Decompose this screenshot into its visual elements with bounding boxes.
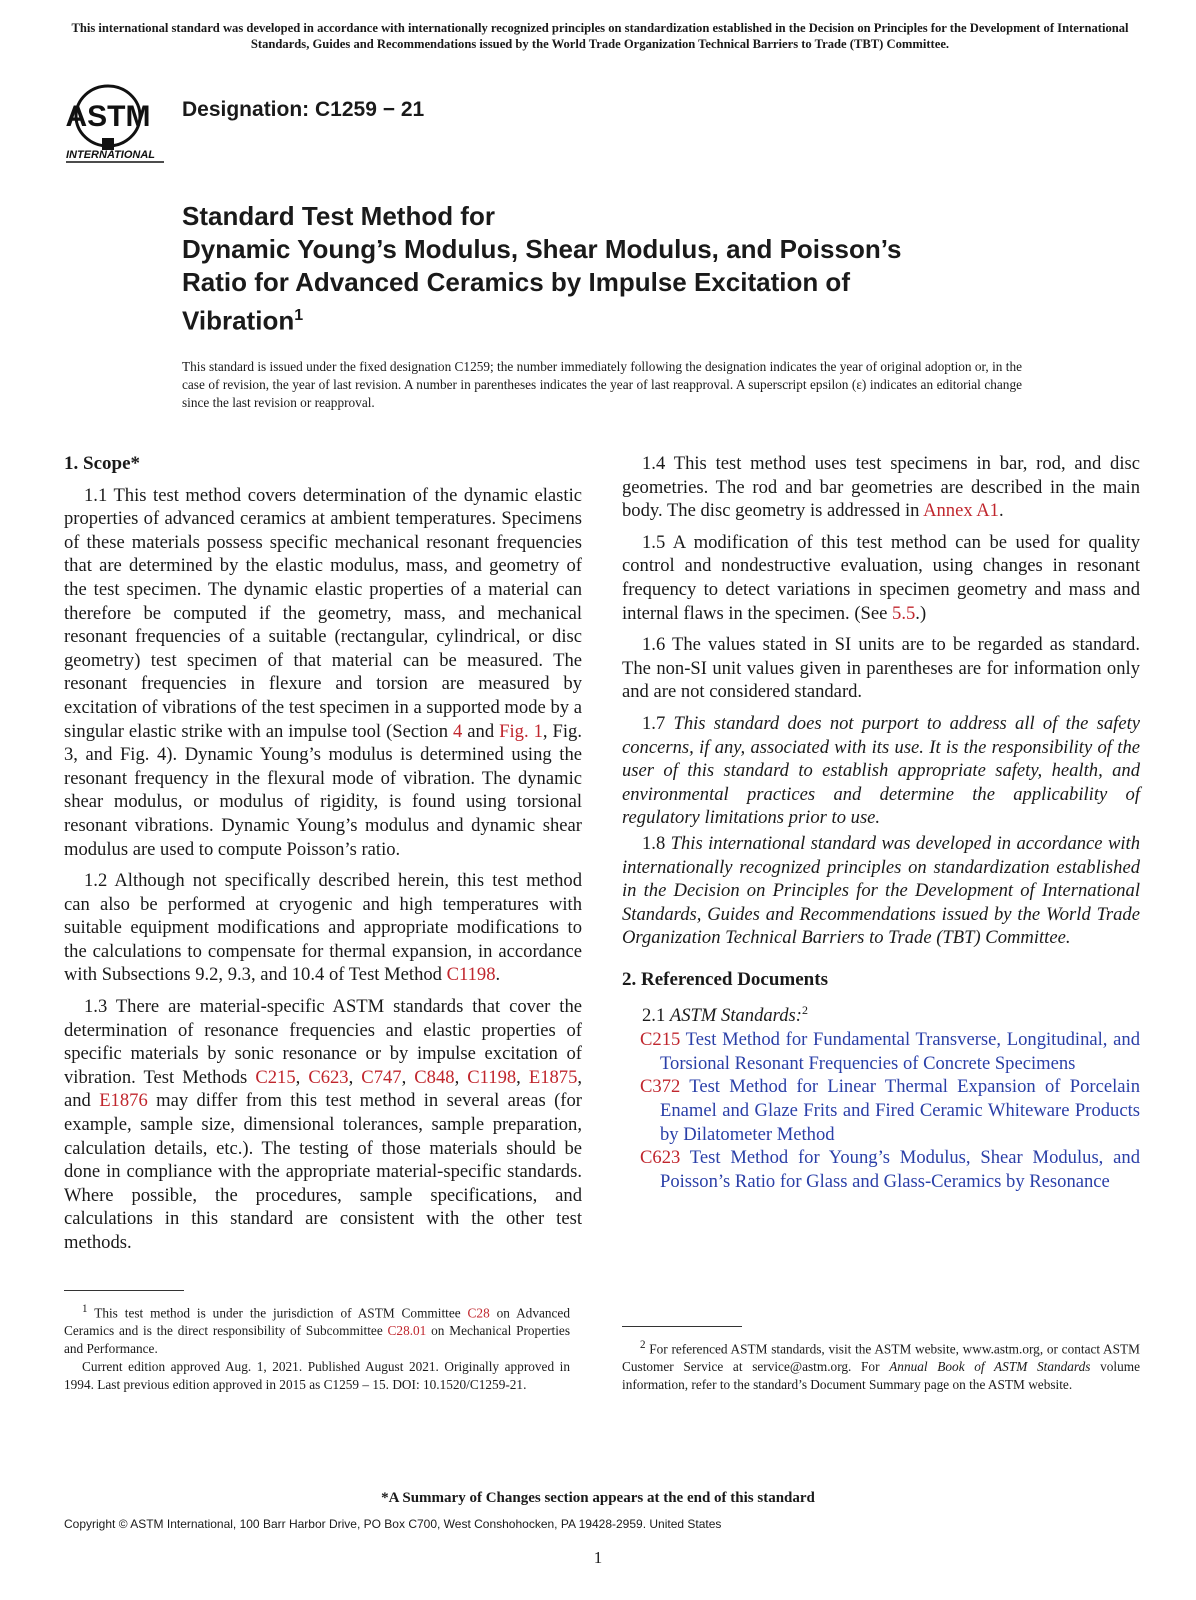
footnote-rule-right xyxy=(622,1326,742,1327)
link-c215[interactable]: C215 xyxy=(255,1066,296,1088)
scope-heading: 1. Scope* xyxy=(64,453,140,474)
link-fig-1[interactable]: Fig. 1 xyxy=(499,720,543,742)
link-5-5[interactable]: 5.5 xyxy=(892,602,916,624)
referenced-documents-heading: 2. Referenced Documents xyxy=(622,968,828,990)
paragraph-1-1: 1.1 This test method covers determination of the dynamic elastic properties of advanced ceramics at ambient temperatures. Specimens of these materials possess specific mechanical resonant frequencies that are determined by the elastic modulus, mass, and geometry of the test specimen. The dynamic elastic properties of a material can therefore be computed if the geometry, mass, and mechanical resonant frequencies of a suitable (rectangular, cylindrical, or disc geometry) test specimen of that material can be measured. The resonant frequencies in flexure and torsion are measured by excitation of vibrations of the test specimen in a supported mode by a singular elastic strike with an impulse tool (Section 4 and Fig. 1, Fig. 3, and Fig. 4). Dynamic Young’s modulus is determined using the resonant frequency in the flexural mode of vibration. The dynamic shear modulus, or modulus of rigidity, is found using torsional resonant vibrations. Dynamic Young’s modulus and dynamic shear modulus are used to compute Poisson’s ratio. xyxy=(64,484,582,860)
wto-notice: This international standard was developed in accordance with internationally recognized principles on standardization established in the Decision on Principles for the Development of International Standards, Guides and Recommendations issued by the World Trade Organization Technical Barriers to Trade (TBT) Committee. xyxy=(71,21,1129,51)
link-c1198-b[interactable]: C1198 xyxy=(467,1066,517,1088)
link-e1876[interactable]: E1876 xyxy=(99,1090,148,1112)
link-annex-a1[interactable]: Annex A1 xyxy=(923,500,999,522)
paragraph-1-8: 1.8 This international standard was developed in accordance with internationally recognized principles on standardization established in the Decision on Principles for the Development of International Standards, Guides and Recommendations issued by the World Trade Organization Technical Barriers to Trade (TBT) Committee. xyxy=(622,832,1141,949)
document-title xyxy=(182,200,1042,338)
logo-subtext: INTERNATIONAL xyxy=(66,149,156,161)
paragraph-1-2: 1.2 Although not specifically described herein, this test method can also be performed at cryogenic and high temperatures with suitable equipment modifications and appropriate modifications to the calculations to compensate for thermal expansion, in accordance with Subsections 9.2, 9.3, and 10.4 of Test Method C1198. xyxy=(64,870,582,986)
title-line-3: Ratio for Advanced Ceramics by Impulse Excitation of xyxy=(182,267,850,297)
designation: Designation: C1259 − 21 xyxy=(182,98,425,121)
astm-logo xyxy=(64,82,174,168)
page-number: 1 xyxy=(593,1548,603,1567)
paragraph-1-5: 1.5 A modification of this test method can be used for quality control and nondestructive evaluation, using changes in resonant frequency to detect variations in specimen geometry and mass and internal flaws in the specimen. (See 5.5.) xyxy=(622,531,1140,624)
paragraph-1-6: 1.6 The values stated in SI units are to be regarded as standard. The non-SI unit values given in parentheses are for information only and are not considered standard. xyxy=(622,634,1140,703)
reference-item[interactable]: C623 Test Method for Young’s Modulus, Shear Modulus, and Poisson’s Ratio for Glass and Glass-Ceramics by Resonance xyxy=(640,1147,1140,1192)
issue-note: This standard is issued under the fixed designation C1259; the number immediately following the designation indicates the year of original adoption or, in the case of revision, the year of last revision. A number in parentheses indicates the year of last reapproval. A superscript epsilon (ε) indicates an editorial change since the last revision or reapproval. xyxy=(182,359,1022,410)
paragraph-1-4: 1.4 This test method uses test specimens in bar, rod, and disc geometries. The rod and bar geometries are described in the main body. The disc geometry is addressed in Annex A1. xyxy=(622,453,1140,522)
summary-of-changes-note: *A Summary of Changes section appears at the end of this standard xyxy=(381,1490,815,1506)
footnote-1: $^1$ This test method is under the jurisdiction of ASTM Committee C28 on Advanced Ceramics and is the direct responsibility of Subcommittee C28.01 on Mechanical Properties and Performance. Current edition approved Aug. 1, 2021. Published August 2021. Originally approved in 1994. Last previous edition approved in 2015 as C1259 – 15. DOI: 10.1520/C1259-21. xyxy=(64,1303,570,1393)
title-line-1: Standard Test Method for xyxy=(182,201,495,231)
footnote-2: $^2$ For referenced ASTM standards, visit the ASTM website, www.astm.org, or contact ASTM Customer Service at service@astm.org. For Annual Book of ASTM Standards volume information, refer to the standard’s Document Summary page on the ASTM website. xyxy=(622,1339,1140,1393)
right-column xyxy=(622,452,1140,1193)
logo-wordmark: ASTM xyxy=(65,100,151,133)
left-column xyxy=(64,452,582,1255)
copyright: Copyright © ASTM International, 100 Barr Harbor Drive, PO Box C700, West Conshohocken, PA 19428-2959. United States xyxy=(64,1517,722,1531)
title-line-2: Dynamic Young’s Modulus, Shear Modulus, and Poisson’s xyxy=(182,234,902,264)
link-c848[interactable]: C848 xyxy=(414,1066,455,1088)
link-e1875[interactable]: E1875 xyxy=(528,1066,578,1088)
link-c747[interactable]: C747 xyxy=(361,1066,402,1088)
paragraph-1-3: 1.3 There are material-specific ASTM standards that cover the determination of resonance frequencies and elastic properties of specific materials by sonic resonance or by impulse excitation of vibration. Test Methods C215, C623, C747, C848, C1198, E1875, and E1876 may differ from this test method in several areas (for example, sample size, dimensional tolerances, sample preparation, calculation details, etc.). The testing of those materials should be done in compliance with the appropriate material-specific standards. Where possible, the procedures, sample specifications, and calculations in this standard are consistent with the other test methods. xyxy=(64,996,583,1253)
astm-standards-subheading: 2.1 ASTM Standards:$^2$ xyxy=(642,1003,808,1027)
paragraph-1-7: 1.7 This standard does not purport to address all of the safety concerns, if any, associated with its use. It is the responsibility of the user of this standard to establish appropriate safety, health, and environmental practices and determine the applicability of regulatory limitations prior to use. xyxy=(622,712,1140,829)
reference-item[interactable]: C372 Test Method for Linear Thermal Expansion of Porcelain Enamel and Glaze Frits and Fired Ceramic Whiteware Products by Dilatometer Method xyxy=(640,1076,1140,1145)
title-footnote-mark: 1 xyxy=(294,307,304,324)
footnote-rule-left xyxy=(64,1290,184,1291)
title-line-4: Vibration xyxy=(182,305,295,336)
link-c28[interactable]: C28 xyxy=(467,1305,490,1321)
link-section-4[interactable]: 4 xyxy=(453,720,463,742)
link-c1198[interactable]: C1198 xyxy=(446,964,496,986)
reference-item[interactable]: C215 Test Method for Fundamental Transverse, Longitudinal, and Torsional Resonant Frequencies of Concrete Specimens xyxy=(640,1029,1140,1074)
link-c623[interactable]: C623 xyxy=(308,1066,349,1088)
link-c28-01[interactable]: C28.01 xyxy=(387,1323,427,1339)
